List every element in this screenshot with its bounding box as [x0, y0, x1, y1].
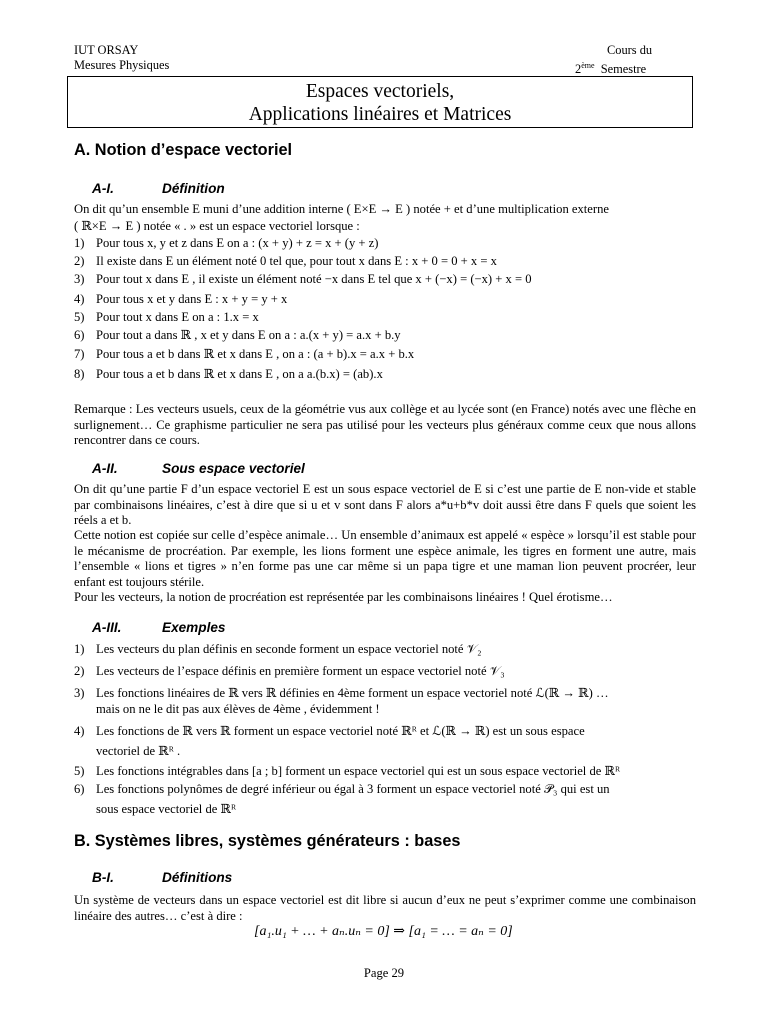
axiom-item: 7) Pour tous a et b dans ℝ et x dans E , on a : (a + b).x = a.x + b.x: [74, 347, 415, 361]
header-right: [575, 43, 695, 77]
title-line-1: Espaces vectoriels,: [305, 81, 455, 102]
remark-paragraph: Remarque : Les vecteurs usuels, ceux de la géométrie vus aux collège et au lycée sont (en France) notés avec une flèche en surlignement… Ce graphisme particulier ne sera pas utilisé pour les vecteurs plus généraux comme ceux que nous allons rencontrer dans ce cours.: [74, 402, 696, 447]
axiom-item: 8) Pour tous a et b dans ℝ et x dans E , on a a.(b.x) = (ab).x: [74, 367, 383, 381]
example-item: 5) Les fonctions intégrables dans [a ; b] forment un espace vectoriel qui est un sous espace vectoriel de ℝᴿ: [74, 764, 621, 778]
subsection-a2-heading: A-II. Sous espace vectoriel: [92, 461, 305, 476]
free-system-formula: [a₁.u₁ + … + aₙ.uₙ = 0] ⇒ [a₁ = … = aₙ = 0]: [254, 924, 513, 939]
axiom-item: 4) Pour tous x et y dans E : x + y = y + x: [74, 292, 288, 306]
course-label: Cours du: [607, 43, 653, 57]
axiom-item: 3) Pour tout x dans E , il existe un élément noté −x dans E tel que x + (−x) = (−x) + x = 0: [74, 272, 532, 286]
example-item: 6) Les fonctions polynômes de degré inférieur ou égal à 3 forment un espace vectoriel noté 𝒫₃ qui est un sous espace vectoriel de ℝᴿ: [74, 782, 610, 816]
axiom-item: 5) Pour tout x dans E on a : 1.x = x: [74, 310, 259, 324]
axiom-item: 1) Pour tous x, y et z dans E on a : (x + y) + z = x + (y + z): [74, 236, 379, 250]
definition-intro-1: On dit qu’un ensemble E muni d’une addition interne ( E×E → E ) notée + et d’une multiplication externe: [74, 202, 609, 216]
example-item: 3) Les fonctions linéaires de ℝ vers ℝ définies en 4ème forment un espace vectoriel noté ℒ(ℝ → ℝ) … mais on ne le dit pas aux élèves de 4ème , évidemment !: [74, 686, 609, 716]
subspace-paragraph-3: Pour les vecteurs, la notion de procréation est représentée par les combinaisons linéaires ! Quel érotisme…: [74, 590, 613, 604]
axiom-item: 2) Il existe dans E un élément noté 0 tel que, pour tout x dans E : x + 0 = 0 + x = x: [74, 254, 497, 268]
free-system-paragraph: Un système de vecteurs dans un espace vectoriel est dit libre si aucun d’eux ne peut s’exprimer comme une combinaison linéaire des autres… c’est à dire :: [74, 893, 696, 923]
department: Mesures Physiques: [74, 58, 170, 72]
semester-label: 2ème Semestre: [575, 61, 647, 77]
section-b-heading: B. Systèmes libres, systèmes générateurs : bases: [74, 832, 461, 850]
page-number: Page 29: [363, 966, 405, 980]
header-left: [74, 43, 169, 73]
example-item: 1) Les vecteurs du plan définis en seconde forment un espace vectoriel noté 𝒱₂: [74, 642, 482, 656]
subsection-b1-heading: B-I. Définitions: [92, 870, 233, 885]
subsection-a1-heading: A-I. Définition: [92, 181, 225, 196]
section-a-heading: A. Notion d’espace vectoriel: [74, 141, 293, 159]
example-item: 4) Les fonctions de ℝ vers ℝ forment un espace vectoriel noté ℝᴿ et ℒ(ℝ → ℝ) est un sous espace vectoriel de ℝᴿ .: [74, 724, 585, 758]
subspace-paragraph-2: Cette notion est copiée sur celle d’espèce animale… Un ensemble d’animaux est appelé « espèce » lorsqu’il est stable pour le mécanisme de procréation. Par exemple, les lions forment une espèce animale, les tigres en forment une autre, mais l’ensemble « lions et tigres » n’en forme pas une car même si un papa tigre et une maman lion peuvent procréer, leur enfant est toujours stérile.: [74, 528, 696, 589]
subspace-paragraph-1: On dit qu’une partie F d’un espace vectoriel E est un sous espace vectoriel de E si c’est une partie de E non-vide et stable par combinaisons linéaires, c’est à dire que si u et v sont dans F alors a*u+b*v doit aussi être dans F quels que soient les réels a et b.: [74, 482, 696, 527]
title-box: [67, 76, 693, 128]
definition-intro-2: ( ℝ×E → E ) notée « . » est un espace vectoriel lorsque :: [74, 219, 360, 233]
example-item: 2) Les vecteurs de l’espace définis en première forment un espace vectoriel noté 𝒱₃: [74, 664, 505, 678]
title-line-2: Applications linéaires et Matrices: [248, 104, 512, 125]
axiom-item: 6) Pour tout a dans ℝ , x et y dans E on a : a.(x + y) = a.x + b.y: [74, 328, 401, 342]
institution: IUT ORSAY: [74, 43, 139, 57]
subsection-a3-heading: A-III. Exemples: [92, 620, 226, 635]
